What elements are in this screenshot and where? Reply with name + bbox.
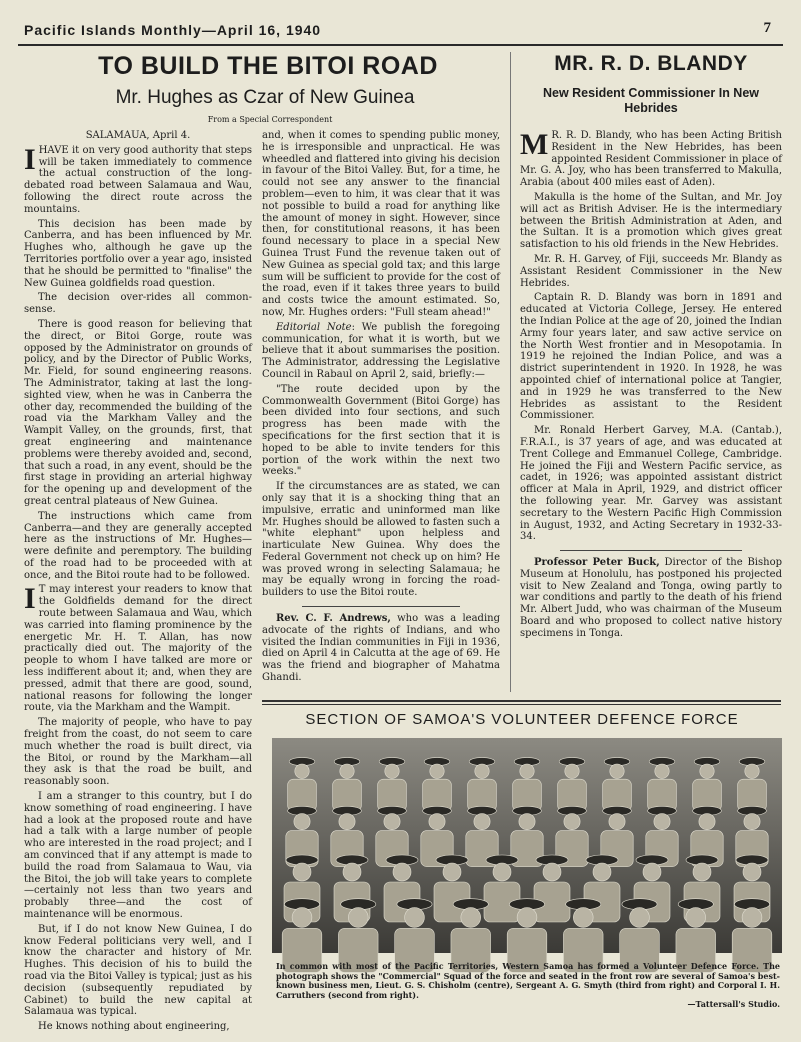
right-subhead: New Resident Commissioner In New Hebrides	[542, 86, 760, 115]
face-shape	[609, 814, 625, 830]
editorial-label: Editorial Note	[276, 321, 352, 333]
paragraph-text: Director of the Bishop Museum at Honolulu, has postponed his projected visit to New Zealand and Tonga, owing partly to war conditions and partly to the death of his friend Mr. Albert Judd, who was chairman of the Museum Board and who proposed to collect native history specimens in Tonga.	[520, 557, 782, 639]
face-shape	[393, 863, 411, 881]
paragraph: Mr. Ronald Herbert Garvey, M.A. (Cantab.), F.R.A.I., is 37 years of age, and was educated at Trent College and Emmanuel College, Cambridge. He joined the Fiji and Western Pacific service, as cadet, in 1926; was appointed assistant district officer at Mala in April, 1929, and district officer the following year. Mr. Garvey was assistant secretary to the Western Pacific High Commission in August, 1932, and Acting Secretary in 1932-33-34.	[520, 425, 782, 543]
face-shape	[610, 764, 624, 778]
face-shape	[686, 908, 706, 928]
face-shape	[564, 814, 580, 830]
running-head: Pacific Islands Monthly—April 16, 1940	[24, 22, 322, 38]
paragraph: Captain R. D. Blandy was born in 1891 and educated at Victoria College, Jersey. He entered the Indian Police at the age of 20, joined the Indian Army four years later, and saw active service on the North West frontier and in Mesopotamia. In 1919 he rejoined the Indian Police, and was a district superintendent in 1920. In 1928, he was appointed chief of international police at Tangier, and in 1929 he was transferred to the New Hebrides as assistant to the Resident Commissioner.	[520, 292, 782, 422]
drop-cap: I	[24, 142, 36, 176]
face-shape	[742, 908, 762, 928]
section-rule	[262, 700, 781, 702]
news-item	[262, 613, 500, 684]
article-column-1	[24, 130, 252, 1033]
face-shape	[385, 764, 399, 778]
face-shape	[461, 908, 481, 928]
paragraph-text: R. R. D. Blandy, who has been Acting British Resident in the New Hebrides, has been appointed Resident Commissioner in place of Mr. G. A. Joy, who has been transferred to Makulla, Arabia (about 400 miles east of Aden).	[520, 130, 782, 189]
right-headline: MR. R. D. BLANDY	[554, 52, 748, 75]
face-shape	[343, 863, 361, 881]
paragraph-text: T may interest your readers to know that the Goldfields demand for the direct route between Salamaua and Wau, which was carried into flaming prominence by the energetic Mr. H. T. Allan, has now practically died out. The majority of the people to whom I have talked are more or less indifferent about it; and, when they are pressed, admit that there are good, sound, national reasons for following the longer route, via the Markham and the Wampit.	[24, 584, 252, 714]
caption-text: In common with most of the Pacific Territories, Western Samoa has formed a Volunteer Defence Force. The photograph shows the "Commercial" Squad of the force and seated in the front row are several of Samoa's best-known business men, Lieut. G. S. Chisholm (centre), Sergeant A. G. Smyth (third from right) and Corporal I. H. Carruthers (second from right).	[276, 961, 780, 1000]
section-rule-thin	[262, 704, 781, 705]
paragraph: Makulla is the home of the Sultan, and Mr. Joy will act as British Adviser. He is the intermediary between the British Administration at Aden, and the Sultan. It is a promotion which gives great satisfaction to his old friends in the New Hebrides.	[520, 191, 782, 251]
face-shape	[643, 863, 661, 881]
group-photo	[272, 738, 782, 953]
separator	[302, 606, 460, 607]
separator	[560, 550, 742, 551]
face-shape	[292, 908, 312, 928]
drop-cap: I	[24, 582, 36, 616]
editorial-note	[262, 322, 500, 381]
face-shape	[384, 814, 400, 830]
byline: From a Special Correspondent	[207, 115, 333, 124]
face-shape	[339, 814, 355, 830]
paragraph: I am a stranger to this country, but I do know something of road engineering. I have had a look at the proposed route and have had a talk with a large number of people who are interested in the road project; and I am convinced that if any attempt is made to build the road from Salamaua to Wau, via the Bitoi, the job will take years to complete—certainly not less than two years and probably three—and the cost of maintenance will be enormous.	[24, 791, 252, 920]
face-shape	[630, 908, 650, 928]
article-column-2	[262, 130, 500, 695]
face-shape	[474, 814, 490, 830]
face-shape	[565, 764, 579, 778]
paragraph-text: who was a leading advocate of the rights of Indians, and who visited the Indian communities in Fiji in 1936, died on April 4 in Calcutta at the age of 69. He was the friend and biographer of Mahatma Ghandi.	[262, 613, 500, 684]
face-shape	[520, 764, 534, 778]
face-shape	[744, 814, 760, 830]
face-shape	[294, 814, 310, 830]
face-shape	[519, 814, 535, 830]
photo-caption	[276, 962, 780, 1010]
paragraph	[520, 130, 782, 189]
face-shape	[340, 764, 354, 778]
paragraph-text: : We publish the foregoing communication, for what it is worth, but we believe that it about summarises the position. The Administrator, addressing the Legislative Council in Rabaul on April 2, said, briefly:—	[262, 321, 501, 380]
face-shape	[593, 863, 611, 881]
news-item-name: Rev. C. F. Andrews,	[276, 613, 391, 625]
column-divider	[510, 52, 511, 692]
face-shape	[443, 863, 461, 881]
paragraph	[24, 584, 252, 714]
face-shape	[654, 814, 670, 830]
paragraph: This decision has been made by Canberra, and has been influenced by Mr. Hughes who, although he gave up the Territories portfolio over a year ago, insisted that he should be permitted to "finalise" the New Guinea goldfields road question.	[24, 218, 252, 289]
dateline: SALAMAUA, April 4.	[85, 130, 191, 141]
photo-credit: —Tattersall's Studio.	[687, 999, 780, 1010]
paragraph: But, if I do not know New Guinea, I do know Federal politicians very well, and I know the character and history of Mr. Hughes. This decision of his to build the road via the Bitoi Valley is typical; just as his decision (subsequently repudiated by Cabinet) to build the new capital at Salamaua was typical.	[24, 923, 252, 1018]
photo-title: SECTION OF SAMOA'S VOLUNTEER DEFENCE FORCE	[305, 711, 739, 728]
paragraph	[24, 142, 252, 216]
face-shape	[475, 764, 489, 778]
face-shape	[700, 764, 714, 778]
face-shape	[745, 764, 759, 778]
face-shape	[655, 764, 669, 778]
paragraph: The majority of people, who have to pay freight from the coast, do not seem to care much whether the road is built direct, via the Bitoi, or round by the Markham—all they ask is that the road be built, and reasonably soon.	[24, 717, 252, 788]
news-item	[520, 557, 782, 640]
face-shape	[517, 908, 537, 928]
face-shape	[405, 908, 425, 928]
face-shape	[348, 908, 368, 928]
face-shape	[293, 863, 311, 881]
paragraph: Mr. R. H. Garvey, of Fiji, succeeds Mr. Blandy as Assistant Resident Commissioner in the New Hebrides.	[520, 253, 782, 289]
paragraph: He knows nothing about engineering,	[38, 1021, 230, 1033]
left-headline: TO BUILD THE BITOI ROAD	[98, 52, 438, 80]
paragraph: If the circumstances are as stated, we can only say that it is a shocking thing that an impulsive, erratic and uninformed man like Mr. Hughes should be allowed to fasten such a "white elephant" upon helpless and inarticulate New Guinea. Why does the Federal Government not check up on him? He was proved wrong in selecting Salamaua; he may be equally wrong in forcing the road-builders to use the Bitoi route.	[262, 481, 500, 599]
face-shape	[430, 764, 444, 778]
face-shape	[693, 863, 711, 881]
paragraph-text: HAVE it on very good authority that steps will be taken immediately to commence the actual construction of the long-debated road between Salamaua and Wau, following the direct route across the mountains.	[24, 144, 252, 215]
paragraph: and, when it comes to spending public money, he is irresponsible and unpractical. He was wheedled and flattered into giving his decision in favour of the Bitoi Valley. But, for a time, he could not see any answer to the financial problem—even to him, it was clear that it was not possible to build a road for anything like the amount of money in sight. However, since then, for constitutional reasons, it has been found necessary to place in a special New Guinea Trust Fund the revenue taken out of New Guinea as special gold tax; and this large sum will be sufficient to provide for the cost of the road, even if it takes three years to build and costs twice the amount estimated. So, now, Mr. Hughes orders: "Full steam ahead!"	[262, 130, 500, 318]
left-subhead: Mr. Hughes as Czar of New Guinea	[115, 87, 415, 108]
face-shape	[295, 764, 309, 778]
face-shape	[699, 814, 715, 830]
paragraph: The decision over-rides all common-sense.	[24, 292, 252, 316]
top-rule	[18, 44, 783, 46]
face-shape	[573, 908, 593, 928]
article-column-3	[520, 130, 782, 690]
paragraph: There is good reason for believing that the direct, or Bitoi Gorge, route was opposed by the Administrator on grounds of policy, and by the Director of Public Works, Mr. Field, for sound engineering reasons. The Administrator, taking at last the long-sighted view, when he was in Canberra the other day, recommended the building of the road via the Markham Valley and the Wampit Valley, on the grounds, first, that great engineering and maintenance problems were thereby avoided and, second, that such a road, in any event, should be the first stage in providing an arterial highway for the opening up and development of the great central plateaus of New Guinea.	[24, 318, 252, 507]
drop-cap: M	[520, 128, 549, 161]
news-item-name: Professor Peter Buck,	[534, 557, 660, 569]
face-shape	[493, 863, 511, 881]
paragraph: The instructions which came from Canberra—and they are generally accepted here as the instructions of Mr. Hughes—were definite and peremptory. The building of the road had to be proceeded with at once, and the Bitoi route had to be followed.	[24, 510, 252, 581]
face-shape	[429, 814, 445, 830]
page-number: 7	[763, 20, 771, 36]
face-shape	[743, 863, 761, 881]
face-shape	[543, 863, 561, 881]
quote: "The route decided upon by the Commonwealth Government (Bitoi Gorge) has been divided into four sections, and such progress has been made with the specifications for the first section that it is hoped to be able to invite tenders for this portion of the work within the next two weeks."	[262, 383, 500, 478]
